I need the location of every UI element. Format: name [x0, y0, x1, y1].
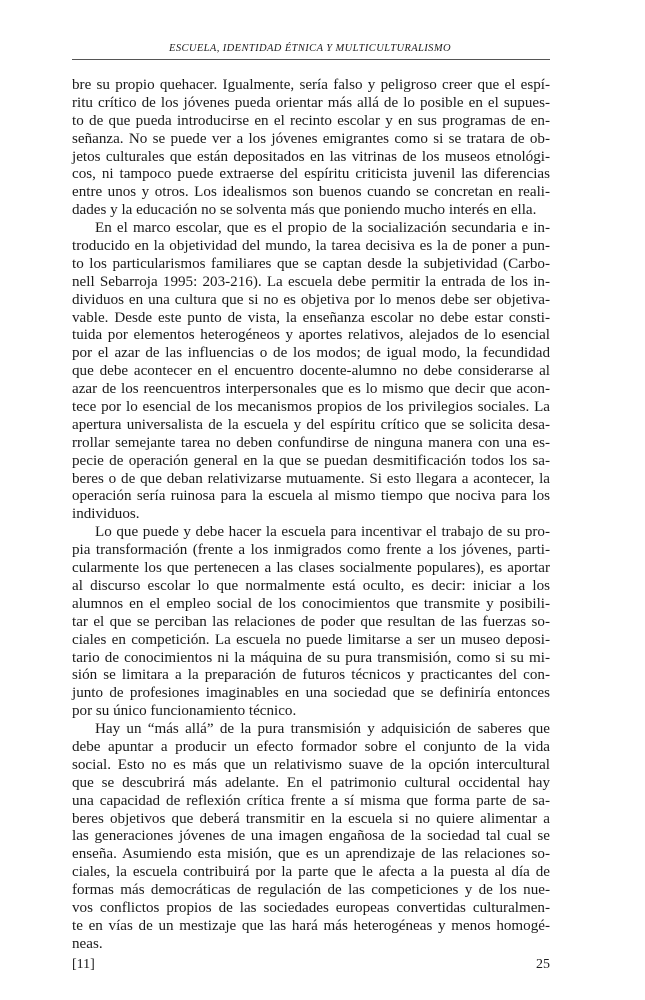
text-line: troducido en la objetividad del mundo, la tarea decisiva es la de poner a pun- [72, 238, 550, 255]
header-rule [72, 59, 550, 60]
text-line: azar de los reencuentros interpersonales que es lo mismo que decir que acon- [72, 381, 550, 398]
body-text [72, 77, 550, 954]
text-line: las generaciones jóvenes de una imagen engañosa de la sociedad tal cual se [72, 828, 550, 845]
text-line: junto de profesiones imaginables en una sociedad que se definiría entonces [72, 685, 550, 702]
text-line: que debe acontecer en el encuentro docente-alumno no debe considerarse al [72, 363, 550, 380]
text-line: una capacidad de reflexión crítica frente a sí misma que forma parte de sa- [72, 792, 550, 809]
text-line: to de que pueda introducirse en el recinto escolar y en sus programas de en- [72, 112, 550, 129]
paragraph [72, 77, 550, 220]
page-footer [72, 957, 550, 975]
text-line: beres o de que deban relativizarse mutuamente. Si esto llegara a acontecer, la [72, 470, 550, 487]
text-line: tece por lo esencial de los mecanismos propios de los privilegios sociales. La [72, 399, 550, 416]
paragraph [72, 524, 550, 721]
text-line: bre su propio quehacer. Igualmente, sería falso y peligroso creer que el espí- [72, 77, 550, 93]
text-line: tuida por elementos heterogéneos y aportes relativos, alejados de lo esencial [72, 327, 550, 344]
text-line: cularmente los que pertenecen a las clases socialmente populares), es aportar [72, 560, 550, 577]
text-line: nell Sebarroja 1995: 203-216). La escuela debe permitir la entrada de los in- [72, 273, 550, 290]
text-line: dades y la educación no se solventa más que poniendo mucho interés en ella. [72, 202, 537, 219]
text-line: por su único funcionamiento técnico. [72, 703, 297, 720]
text-line: te en vías de un mestizaje que las hará más heterogéneas y menos homogé- [72, 917, 550, 934]
footer-bracket-number: [11] [72, 957, 95, 972]
text-line: sión se limitara a la preparación de futuros técnicos y practicantes del con- [72, 667, 550, 684]
text-line: pia transformación (frente a los inmigrados como frente a los jóvenes, parti- [72, 542, 550, 559]
text-line: señanza. No se puede ver a los jóvenes emigrantes como si se tratara de ob- [72, 130, 550, 147]
text-line: ciales en competición. La escuela no puede limitarse a ser un museo deposi- [72, 631, 550, 648]
text-line: Lo que puede y debe hacer la escuela para incentivar el trabajo de su pro- [95, 524, 550, 541]
paragraph [72, 220, 550, 524]
text-line: social. Esto no es más que un relativismo suave de la opción intercultural [72, 756, 550, 773]
text-line: dividuos en una cultura que si no es objetiva por lo menos debe ser objetiva- [72, 291, 550, 308]
text-line: entre unos y otros. Los idealismos son buenos cuando se concretan en reali- [72, 184, 550, 201]
text-line: debe apuntar a producir un efecto formador sobre el conjunto de la vida [72, 738, 550, 755]
text-line: neas. [72, 935, 103, 952]
text-line: ritu crítico de los jóvenes pueda orientar más allá de lo posible en el supues- [72, 94, 550, 111]
text-line: cos, ni tampoco puede extraerse del espíritu criticista juvenil las diferencias [72, 166, 550, 183]
text-line: tario de conocimientos ni la máquina de su pura transmisión, como si su mi- [72, 649, 550, 666]
running-header: ESCUELA, IDENTIDAD ÉTNICA Y MULTICULTURALISMO [169, 43, 451, 54]
text-line: beres objetivos que deberá transmitir en la escuela si no quiere alimentar a [72, 810, 550, 827]
text-line: vos conflictos propios de las sociedades europeas convertidas culturalmen- [72, 899, 550, 916]
text-line: formas más democráticas de regulación de las competiciones y de los nue- [72, 882, 550, 899]
text-line: pecie de operación general en la que se puedan desmitificación todos los sa- [72, 452, 550, 469]
text-line: enseña. Asumiendo esta misión, que es un aprendizaje de las relaciones so- [72, 846, 550, 863]
text-line: apertura universalista de la escuela y del espíritu crítico que se solicita desa- [72, 416, 550, 433]
text-line: to los particularismos familiares que se captan desde la subjetividad (Carbo- [72, 255, 550, 272]
text-line: por el azar de las influencias o de los modos; de igual modo, la fecundidad [72, 345, 550, 362]
text-line: que se descubrirá más adelante. En el patrimonio cultural occidental hay [72, 774, 550, 791]
text-line: individuos. [72, 506, 140, 523]
text-line: jetos culturales que están depositados en las vitrinas de los museos etnológi- [72, 148, 550, 165]
text-line: rrollar semejante tarea no deben confundirse de ninguna manera con una es- [72, 434, 550, 451]
text-line: operación sería ruinosa para la escuela al mismo tiempo que nociva para los [72, 488, 550, 505]
text-line: alumnos en el empleo social de los conocimientos que transmite y posibili- [72, 595, 550, 612]
page-number: 25 [536, 957, 550, 972]
text-line: tar el que se perciban las relaciones de poder que resultan de las fuerzas so- [72, 613, 550, 630]
text-line: Hay un “más allá” de la pura transmisión y adquisición de saberes que [95, 721, 550, 738]
text-line: al discurso escolar lo que normalmente está oculto, es decir: iniciar a los [72, 577, 550, 594]
paragraph [72, 721, 550, 954]
text-line: ciales, la escuela contribuirá por la parte que le afecta a la puesta al día de [72, 864, 550, 881]
text-line: vable. Desde este punto de vista, la enseñanza escolar no debe estar consti- [72, 309, 550, 326]
text-line: En el marco escolar, que es el propio de la socialización secundaria e in- [95, 220, 550, 237]
